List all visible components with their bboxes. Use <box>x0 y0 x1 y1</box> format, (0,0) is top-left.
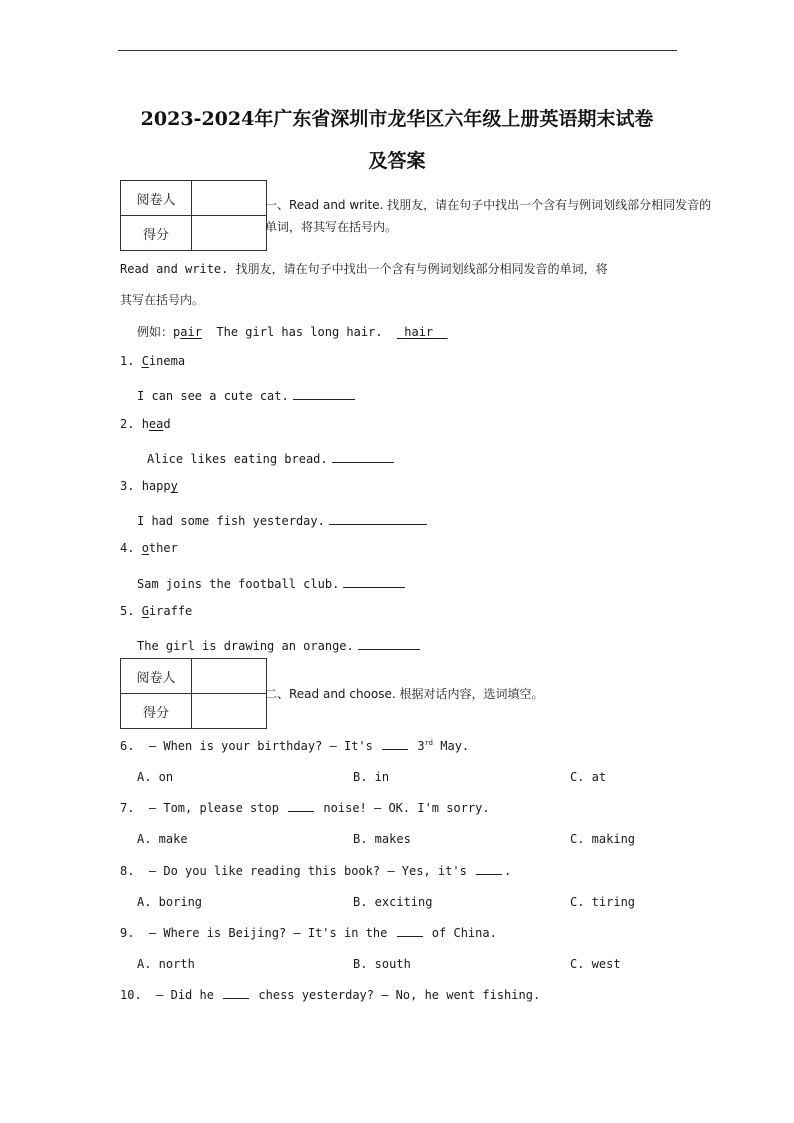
q6-blank[interactable] <box>382 739 408 750</box>
question-10: 10. — Did he chess yesterday? — No, he went fishing. <box>120 988 541 1002</box>
score-box-1 <box>120 180 267 251</box>
q6-option-c[interactable]: C. at <box>570 770 607 784</box>
q7-option-a[interactable]: A. make <box>137 832 188 846</box>
q6-option-b[interactable]: B. in <box>353 770 390 784</box>
question-7: 7. — Tom, please stop noise! — OK. I'm sorry. <box>120 801 490 815</box>
item-2-sentence: Alice likes eating bread. <box>147 450 394 466</box>
grader-field[interactable] <box>192 659 267 694</box>
q7-blank[interactable] <box>288 801 314 812</box>
item-5-sentence: The girl is drawing an orange. <box>137 637 420 653</box>
example-label: 例如： <box>137 325 174 339</box>
section1-heading-line2: 单词，将其写在括号内。 <box>265 220 398 234</box>
item-2-answer-blank[interactable] <box>332 450 394 463</box>
grader-label: 阅卷人 <box>121 181 192 216</box>
q7-option-b[interactable]: B. makes <box>353 832 411 846</box>
grader-label: 阅卷人 <box>121 659 192 694</box>
q7-option-c[interactable]: C. making <box>570 832 636 846</box>
q10-blank[interactable] <box>223 988 249 999</box>
item-5-word: 5. Giraffe <box>120 604 193 618</box>
item-3-answer-blank[interactable] <box>329 512 427 525</box>
example-sentence: The girl has long hair. <box>216 325 383 339</box>
item-5-answer-blank[interactable] <box>358 637 420 650</box>
header-rule <box>118 50 677 51</box>
example-line <box>137 323 448 340</box>
q6-option-a[interactable]: A. on <box>137 770 174 784</box>
q9-blank[interactable] <box>397 926 423 937</box>
section1-instruction-line1: Read and write. 找朋友，请在句子中找出一个含有与例词划线部分相同发音的单词，将 <box>120 262 608 276</box>
page-title-line2: 及答案 <box>368 150 426 172</box>
q8-option-a[interactable]: A. boring <box>137 895 203 909</box>
item-3-word: 3. happy <box>120 479 178 493</box>
grader-field[interactable] <box>192 181 267 216</box>
section1-instruction-line2: 其写在括号内。 <box>120 293 205 307</box>
item-2-word: 2. head <box>120 417 171 431</box>
q8-blank[interactable] <box>476 864 502 875</box>
item-1-sentence: I can see a cute cat. <box>137 387 355 403</box>
item-4-sentence: Sam joins the football club. <box>137 575 405 591</box>
question-6: 6. — When is your birthday? — It's 3rd May. <box>120 739 470 753</box>
item-4-answer-blank[interactable] <box>343 575 405 588</box>
q9-option-c[interactable]: C. west <box>570 957 621 971</box>
section1-heading-line1: 一、Read and write. 找朋友，请在句子中找出一个含有与例词划线部分相同发音的 <box>265 198 712 212</box>
q8-option-c[interactable]: C. tiring <box>570 895 636 909</box>
question-9: 9. — Where is Beijing? — It's in the of China. <box>120 926 497 940</box>
score-field[interactable] <box>192 216 267 251</box>
q9-option-a[interactable]: A. north <box>137 957 195 971</box>
item-3-sentence: I had some fish yesterday. <box>137 512 427 528</box>
question-8: 8. — Do you like reading this book? — Yes, it's . <box>120 864 512 878</box>
item-4-word: 4. other <box>120 541 178 555</box>
page-title-line1: 2023-2024年广东省深圳市龙华区六年级上册英语期末试卷 <box>140 108 654 130</box>
q8-option-b[interactable]: B. exciting <box>353 895 433 909</box>
score-field[interactable] <box>192 694 267 729</box>
score-label: 得分 <box>121 694 192 729</box>
example-answer: hair <box>404 325 434 339</box>
example-word: pair <box>173 325 202 339</box>
score-label: 得分 <box>121 216 192 251</box>
item-1-word: 1. Cinema <box>120 354 186 368</box>
score-box-2 <box>120 658 267 729</box>
item-1-answer-blank[interactable] <box>293 387 355 400</box>
section2-heading: 二、Read and choose. 根据对话内容，选词填空。 <box>265 687 544 701</box>
q9-option-b[interactable]: B. south <box>353 957 411 971</box>
